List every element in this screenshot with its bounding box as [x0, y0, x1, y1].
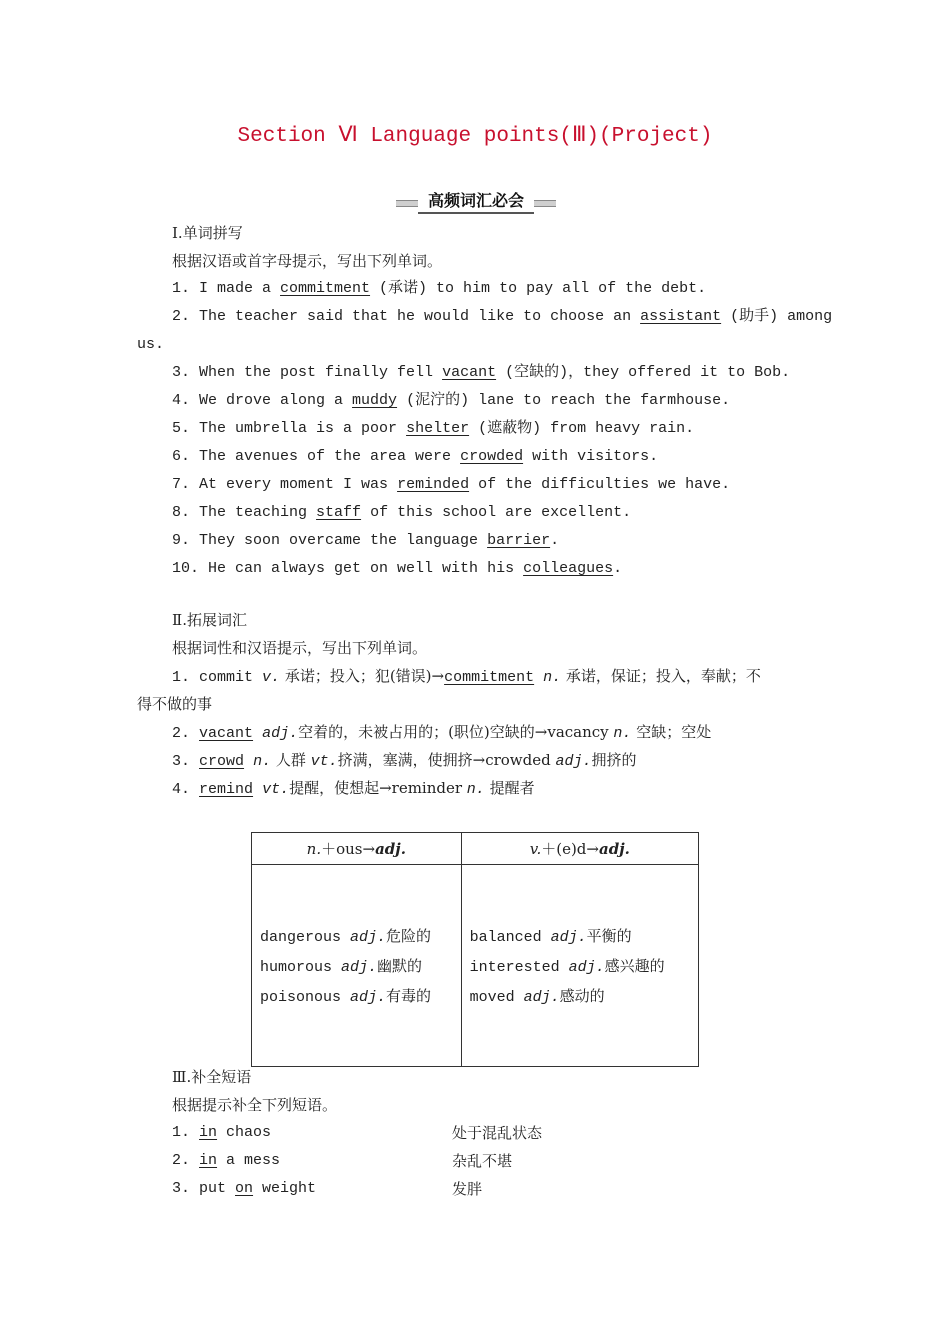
answer: shelter [406, 420, 470, 437]
table-header-verb: v.＋(e)d→adj. [461, 833, 698, 865]
answer: barrier [487, 532, 551, 549]
answer: colleagues [523, 560, 614, 577]
table-cell-ous [252, 865, 462, 1067]
part1-item-5: 5. The umbrella is a poor shelter (遮蔽物) from heavy rain. [172, 420, 695, 437]
part1-item-4: 4. We drove along a muddy (泥泞的) lane to reach the farmhouse. [172, 392, 731, 409]
answer: remind [199, 781, 254, 798]
answer: commitment [444, 669, 535, 686]
part2-item-4: 4. remind vt.提醒，使想起→reminder n. 提醒者 [172, 779, 535, 798]
part1-item-9: 9. They soon overcame the language barrier. [172, 532, 560, 549]
part3-item-2: 2. in a mess [172, 1152, 281, 1169]
part1-item-8: 8. The teaching staff of this school are excellent. [172, 504, 632, 521]
table-cell-ed [461, 865, 698, 1067]
part2-item-3: 3. crowd n. 人群 vt.挤满，塞满，使拥挤→crowded adj.拥挤的 [172, 751, 637, 770]
part3-item-2-meaning: 杂乱不堪 [452, 1152, 513, 1170]
table-entry: moved adj.感动的 [469, 987, 605, 1006]
part3-instruction: 根据提示补全下列短语。 [172, 1096, 338, 1114]
part1-item-2-cont: us. [137, 336, 165, 353]
word-formation-table [251, 832, 699, 1067]
answer: vacant [442, 364, 497, 381]
part2-instruction: 根据词性和汉语提示，写出下列单词。 [172, 639, 428, 657]
table-entry: interested adj.感兴趣的 [469, 957, 665, 976]
section-banner [396, 190, 556, 214]
part1-item-3: 3. When the post finally fell vacant (空缺的)，they offered it to Bob. [172, 364, 791, 381]
part3-item-1: 1. in chaos [172, 1124, 272, 1141]
answer: in [199, 1152, 218, 1169]
answer: crowded [460, 448, 524, 465]
answer: crowd [199, 753, 245, 770]
table-entry: poisonous adj.有毒的 [260, 987, 432, 1006]
page-title: Section Ⅵ Language points(Ⅲ)(Project) [237, 125, 713, 148]
table-entry: balanced adj.平衡的 [469, 927, 632, 946]
part3-item-3-meaning: 发胖 [452, 1180, 483, 1198]
part1-item-2: 2. The teacher said that he would like to choose an assistant (助手) among [172, 308, 833, 325]
part1-item-6: 6. The avenues of the area were crowded with visitors. [172, 448, 659, 465]
part1-heading: Ⅰ.单词拼写 [172, 224, 243, 242]
part2-heading: Ⅱ.拓展词汇 [172, 611, 247, 629]
part2-item-1: 1. commit v. 承诺；投入；犯(错误)→commitment n. 承诺，保证；投入，奉献；不 [172, 667, 761, 686]
part3-item-3: 3. put on weight [172, 1180, 317, 1197]
answer: reminded [397, 476, 470, 493]
answer: in [199, 1124, 218, 1141]
table-entry: humorous adj.幽默的 [260, 957, 423, 976]
answer: on [235, 1180, 254, 1197]
table-entry: dangerous adj.危险的 [260, 927, 432, 946]
part3-item-1-meaning: 处于混乱状态 [452, 1124, 543, 1142]
answer: muddy [352, 392, 398, 409]
banner-label: 高频词汇必会 [418, 190, 534, 214]
answer: vacant [199, 725, 254, 742]
part2-item-1-cont: 得不做的事 [137, 695, 213, 713]
answer: commitment [280, 280, 371, 297]
table-header-noun: n.＋ous→adj. [252, 833, 462, 865]
part1-instruction: 根据汉语或首字母提示，写出下列单词。 [172, 252, 443, 270]
answer: staff [316, 504, 362, 521]
answer: assistant [640, 308, 722, 325]
part2-item-2: 2. vacant adj.空着的，未被占用的；(职位)空缺的→vacancy n. 空缺；空处 [172, 723, 712, 742]
part1-item-1: 1. I made a commitment (承诺) to him to pay all of the debt. [172, 280, 707, 297]
part3-heading: Ⅲ.补全短语 [172, 1068, 252, 1086]
part1-item-7: 7. At every moment I was reminded of the difficulties we have. [172, 476, 731, 493]
part1-item-10: 10. He can always get on well with his colleagues. [172, 560, 623, 577]
